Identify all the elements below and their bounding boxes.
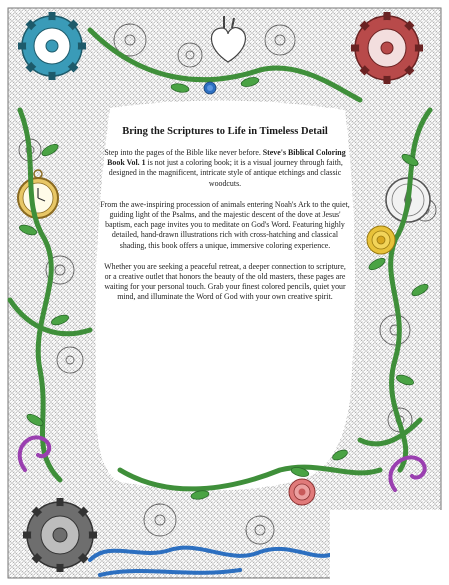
intro-text: Step into the pages of the Bible like never before.: [104, 148, 261, 157]
description-text-block: [100, 120, 350, 314]
intro-text-cont: is not just a coloring book; it is a visual journey through faith, designed in the magnificent, intricate style of antique etchings and classic woodcuts.: [108, 158, 343, 188]
blank-corner: [330, 510, 449, 585]
paragraph-closing: Whether you are seeking a peaceful retreat, a deeper connection to scripture, or a creative outlet that honors the beauty of the old masters, these pages are waiting for your personal touch. Grab your finest colored pencils, quiet your mind, and illuminate the Word of God with your own creative spirit.: [104, 261, 346, 302]
blue-rose-icon: [204, 82, 216, 94]
paragraph-content: From the awe-inspiring procession of animals entering Noah's Ark to the quiet, guiding light of the Psalms, and the majestic descent of the dove at Jesus' baptism, each page invites you to meditate on God's Word. Featuring highly detailed, hand-drawn illustrations rich with cross-hatching and classical shading, this book offers a unique, immersive coloring experience.: [100, 199, 350, 250]
gray-gear-icon: [23, 498, 97, 572]
paragraph-intro: [100, 148, 350, 189]
page-title: Bring the Scriptures to Life in Timeless Detail: [122, 126, 328, 137]
book-title-bold: Steve's Biblical Coloring Book Vol. 1: [107, 148, 346, 168]
teal-gear-icon: [18, 12, 86, 80]
pink-rose-icon: [289, 479, 315, 505]
